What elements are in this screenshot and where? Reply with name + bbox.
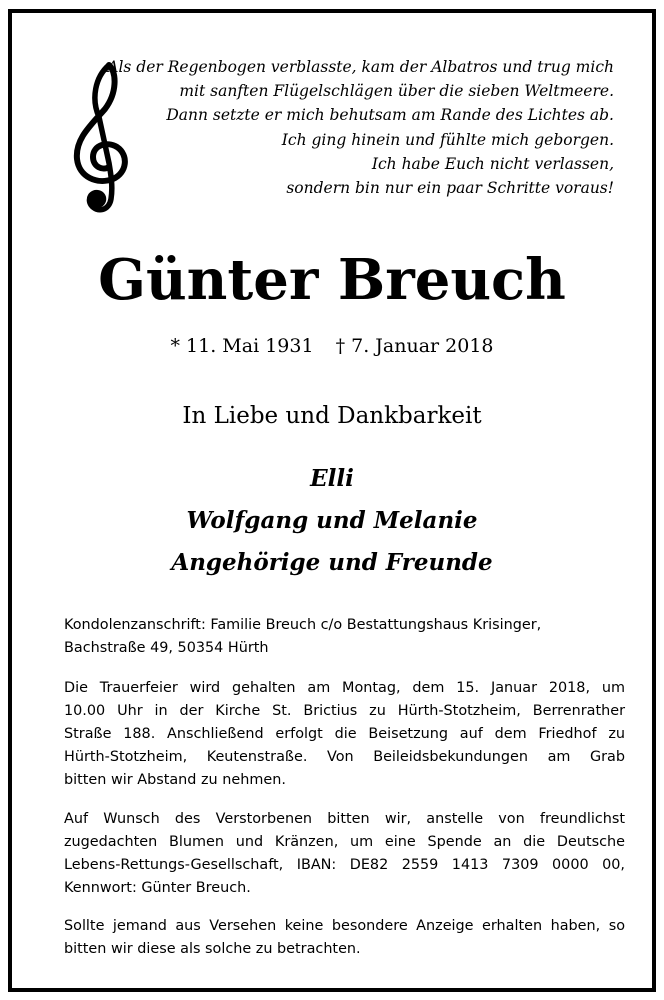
death-date: † 7. Januar 2018	[335, 335, 494, 357]
poem-line: mit sanften Flügelschlägen über die sieben Weltmeere.	[179, 82, 614, 101]
life-dates	[12, 335, 652, 357]
text-line: Sollte jemand aus Versehen keine besondere Anzeige erhalten haben, so	[64, 918, 625, 934]
dedication: In Liebe und Dankbarkeit	[182, 403, 482, 429]
obituary-frame	[8, 9, 656, 992]
text-line: zugedachten Blumen und Kränzen, um eine Spende an die Deutsche	[64, 834, 625, 850]
text-line: Straße 188. Anschließend erfolgt die Beisetzung auf dem Friedhof zu	[64, 726, 625, 742]
birth-date: * 11. Mai 1931	[170, 335, 314, 357]
notice	[64, 915, 625, 961]
donation-request	[64, 808, 625, 900]
text-line: Die Trauerfeier wird gehalten am Montag, dem 15. Januar 2018, um	[64, 680, 625, 696]
text-line: 10.00 Uhr in der Kirche St. Brictius zu Hürth-Stotzheim, Berrenrather	[64, 703, 625, 719]
poem-line: Als der Regenbogen verblasste, kam der Albatros und trug mich	[107, 58, 614, 76]
mourner: Elli	[310, 465, 354, 492]
poem	[94, 55, 614, 200]
text-line: Kennwort: Günter Breuch.	[64, 880, 251, 896]
mourners-list	[12, 458, 652, 584]
deceased-name: Günter Breuch	[98, 247, 566, 313]
condolence-address	[64, 614, 625, 660]
poem-line: Dann setzte er mich behutsam am Rande des Lichtes ab.	[166, 106, 614, 125]
text-line: bitten wir diese als solche zu betrachten.	[64, 941, 361, 957]
text-line: Hürth-Stotzheim, Keutenstraße. Von Beileidsbekundungen am Grab	[64, 749, 625, 765]
poem-line: Ich habe Euch nicht verlassen,	[371, 154, 614, 173]
text-line: Bachstraße 49, 50354 Hürth	[64, 640, 269, 656]
text-line: Auf Wunsch des Verstorbenen bitten wir, anstelle von freundlichst	[64, 811, 625, 827]
mourner: Wolfgang und Melanie	[186, 507, 478, 534]
poem-line: Ich ging hinein und fühlte mich geborgen.	[281, 130, 614, 149]
poem-line: sondern bin nur ein paar Schritte voraus!	[286, 179, 614, 198]
text-line: Lebens-Rettungs-Gesellschaft, IBAN: DE82 2559 1413 7309 0000 00,	[64, 857, 625, 873]
mourner: Angehörige und Freunde	[171, 549, 493, 576]
text-line: Kondolenzanschrift: Familie Breuch c/o Bestattungshaus Krisinger,	[64, 617, 542, 633]
funeral-details	[64, 677, 625, 792]
text-line: bitten wir Abstand zu nehmen.	[64, 772, 286, 788]
